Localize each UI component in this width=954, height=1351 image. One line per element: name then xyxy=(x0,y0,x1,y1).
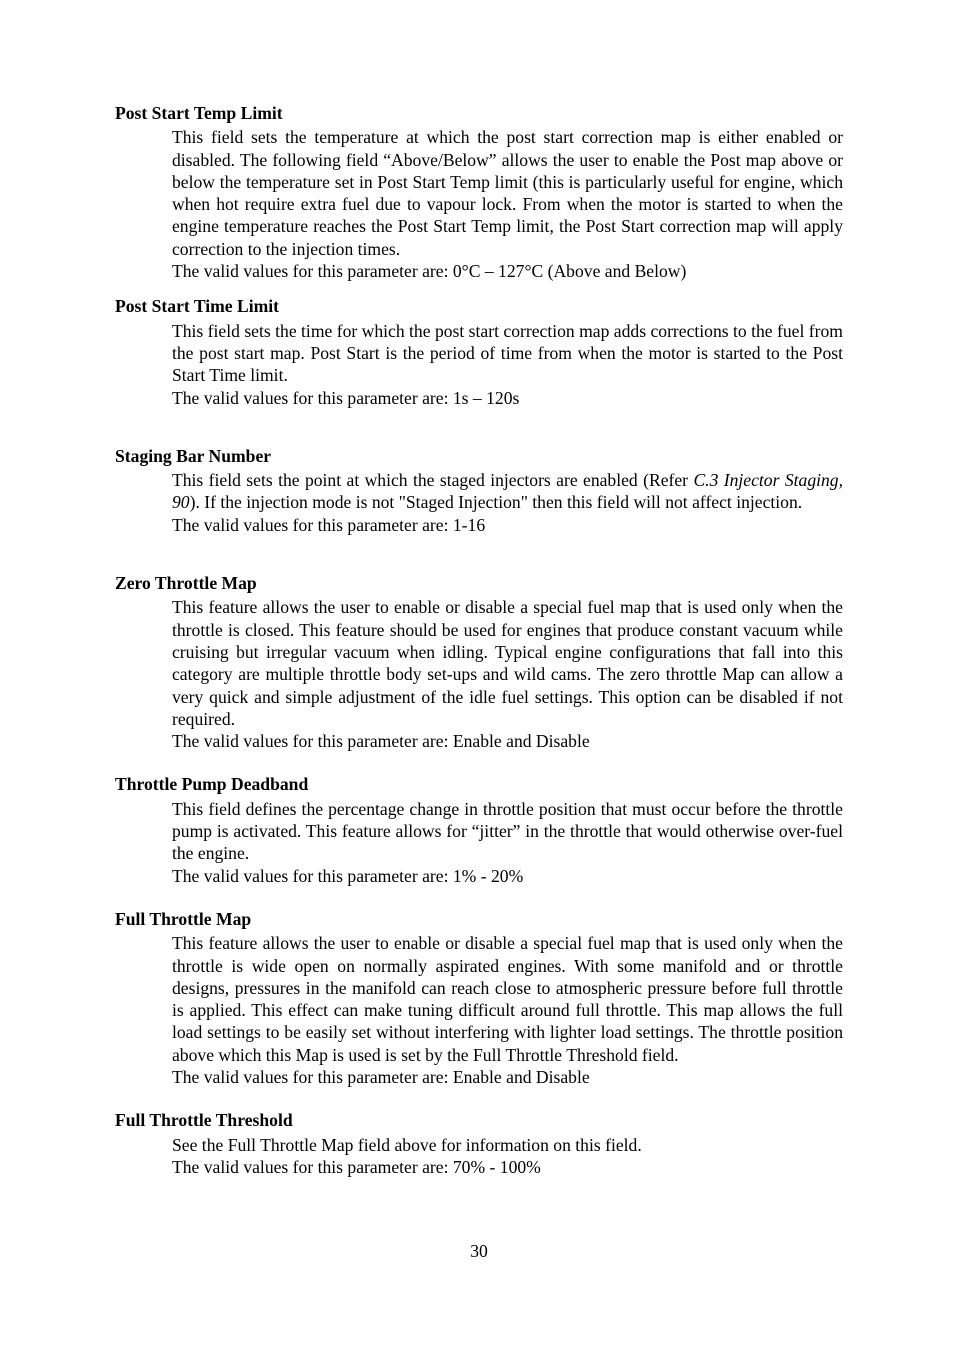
section-body: This feature allows the user to enable or disable a special fuel map that is used only when the throttle is wide open on normally aspirated engines. With some manifold and or throttle designs, pressures in the manifold can reach close to atmospheric pressure before full throttle is applied. This effect can make tuning difficult around full throttle. This map allows the full load settings to be easily set without interfering with lighter load settings. The throttle position above which this Map is used is set by the Full Throttle Threshold field. xyxy=(172,933,843,1065)
section-heading: Zero Throttle Map xyxy=(115,573,257,594)
section-full-throttle-threshold xyxy=(115,1109,843,1178)
valid-values-line: The valid values for this parameter are: 70% - 100% xyxy=(172,1156,541,1177)
page-number: 30 xyxy=(470,1241,488,1261)
section-heading: Post Start Temp Limit xyxy=(115,103,283,123)
cross-reference: C.3 Injector Staging, 90 xyxy=(172,470,843,513)
valid-values-line: The valid values for this parameter are: 1s – 120s xyxy=(172,387,520,408)
section-body: See the Full Throttle Map field above for information on this field. xyxy=(172,1134,642,1155)
valid-values-line: The valid values for this parameter are: 0°C – 127°C (Above and Below) xyxy=(172,261,687,282)
section-full-throttle-map xyxy=(115,908,843,1088)
body-text: ). If the injection mode is not "Staged Injection" then this field will not affect injection. xyxy=(189,492,803,513)
section-throttle-pump-deadband xyxy=(115,773,843,886)
valid-values-line: The valid values for this parameter are: 1-16 xyxy=(172,514,486,535)
valid-values-line: The valid values for this parameter are: Enable and Disable xyxy=(172,1066,590,1087)
section-staging-bar-number xyxy=(115,445,843,536)
section-heading: Full Throttle Threshold xyxy=(115,1110,293,1131)
section-heading: Staging Bar Number xyxy=(115,445,272,466)
valid-values-line: The valid values for this parameter are: 1% - 20% xyxy=(172,865,524,886)
section-post-start-time-limit xyxy=(115,295,843,408)
section-body xyxy=(172,469,843,514)
section-body: This field defines the percentage change in throttle position that must occur before the throttle pump is activated. This feature allows for “jitter” in the throttle that would otherwise over-fuel the engine. xyxy=(172,798,843,864)
section-body: This field sets the time for which the post start correction map adds corrections to the fuel from the post start map. Post Start is the period of time from when the motor is started to the Post Start Time limit. xyxy=(172,320,843,386)
section-heading: Full Throttle Map xyxy=(115,908,252,929)
body-text: This field sets the point at which the staged injectors are enabled (Refer xyxy=(172,470,694,491)
section-heading: Throttle Pump Deadband xyxy=(115,774,309,795)
section-heading: Post Start Time Limit xyxy=(115,296,280,317)
valid-values-line: The valid values for this parameter are: Enable and Disable xyxy=(172,731,590,752)
section-body: This feature allows the user to enable or disable a special fuel map that is used only when the throttle is closed. This feature should be used for engines that produce constant vacuum while cruising but irregular vacuum when idling. Typical engine configurations that fall into this category are multiple throttle body set-ups and wild cams. The zero throttle Map can allow a very quick and simple adjustment of the idle fuel settings. This option can be disabled if not required. xyxy=(172,597,843,729)
section-body: This field sets the temperature at which the post start correction map is either enabled or disabled. The following field “Above/Below” allows the user to enable the Post map above or below the temperature set in Post Start Temp limit (this is particularly useful for engine, which when hot require extra fuel due to vapour lock. From when the motor is started to when the engine temperature reaches the Post Start Temp limit, the Post Start correction map will apply correction to the injection times. xyxy=(172,127,843,259)
section-post-start-temp-limit xyxy=(115,102,843,282)
section-zero-throttle-map xyxy=(115,572,843,752)
